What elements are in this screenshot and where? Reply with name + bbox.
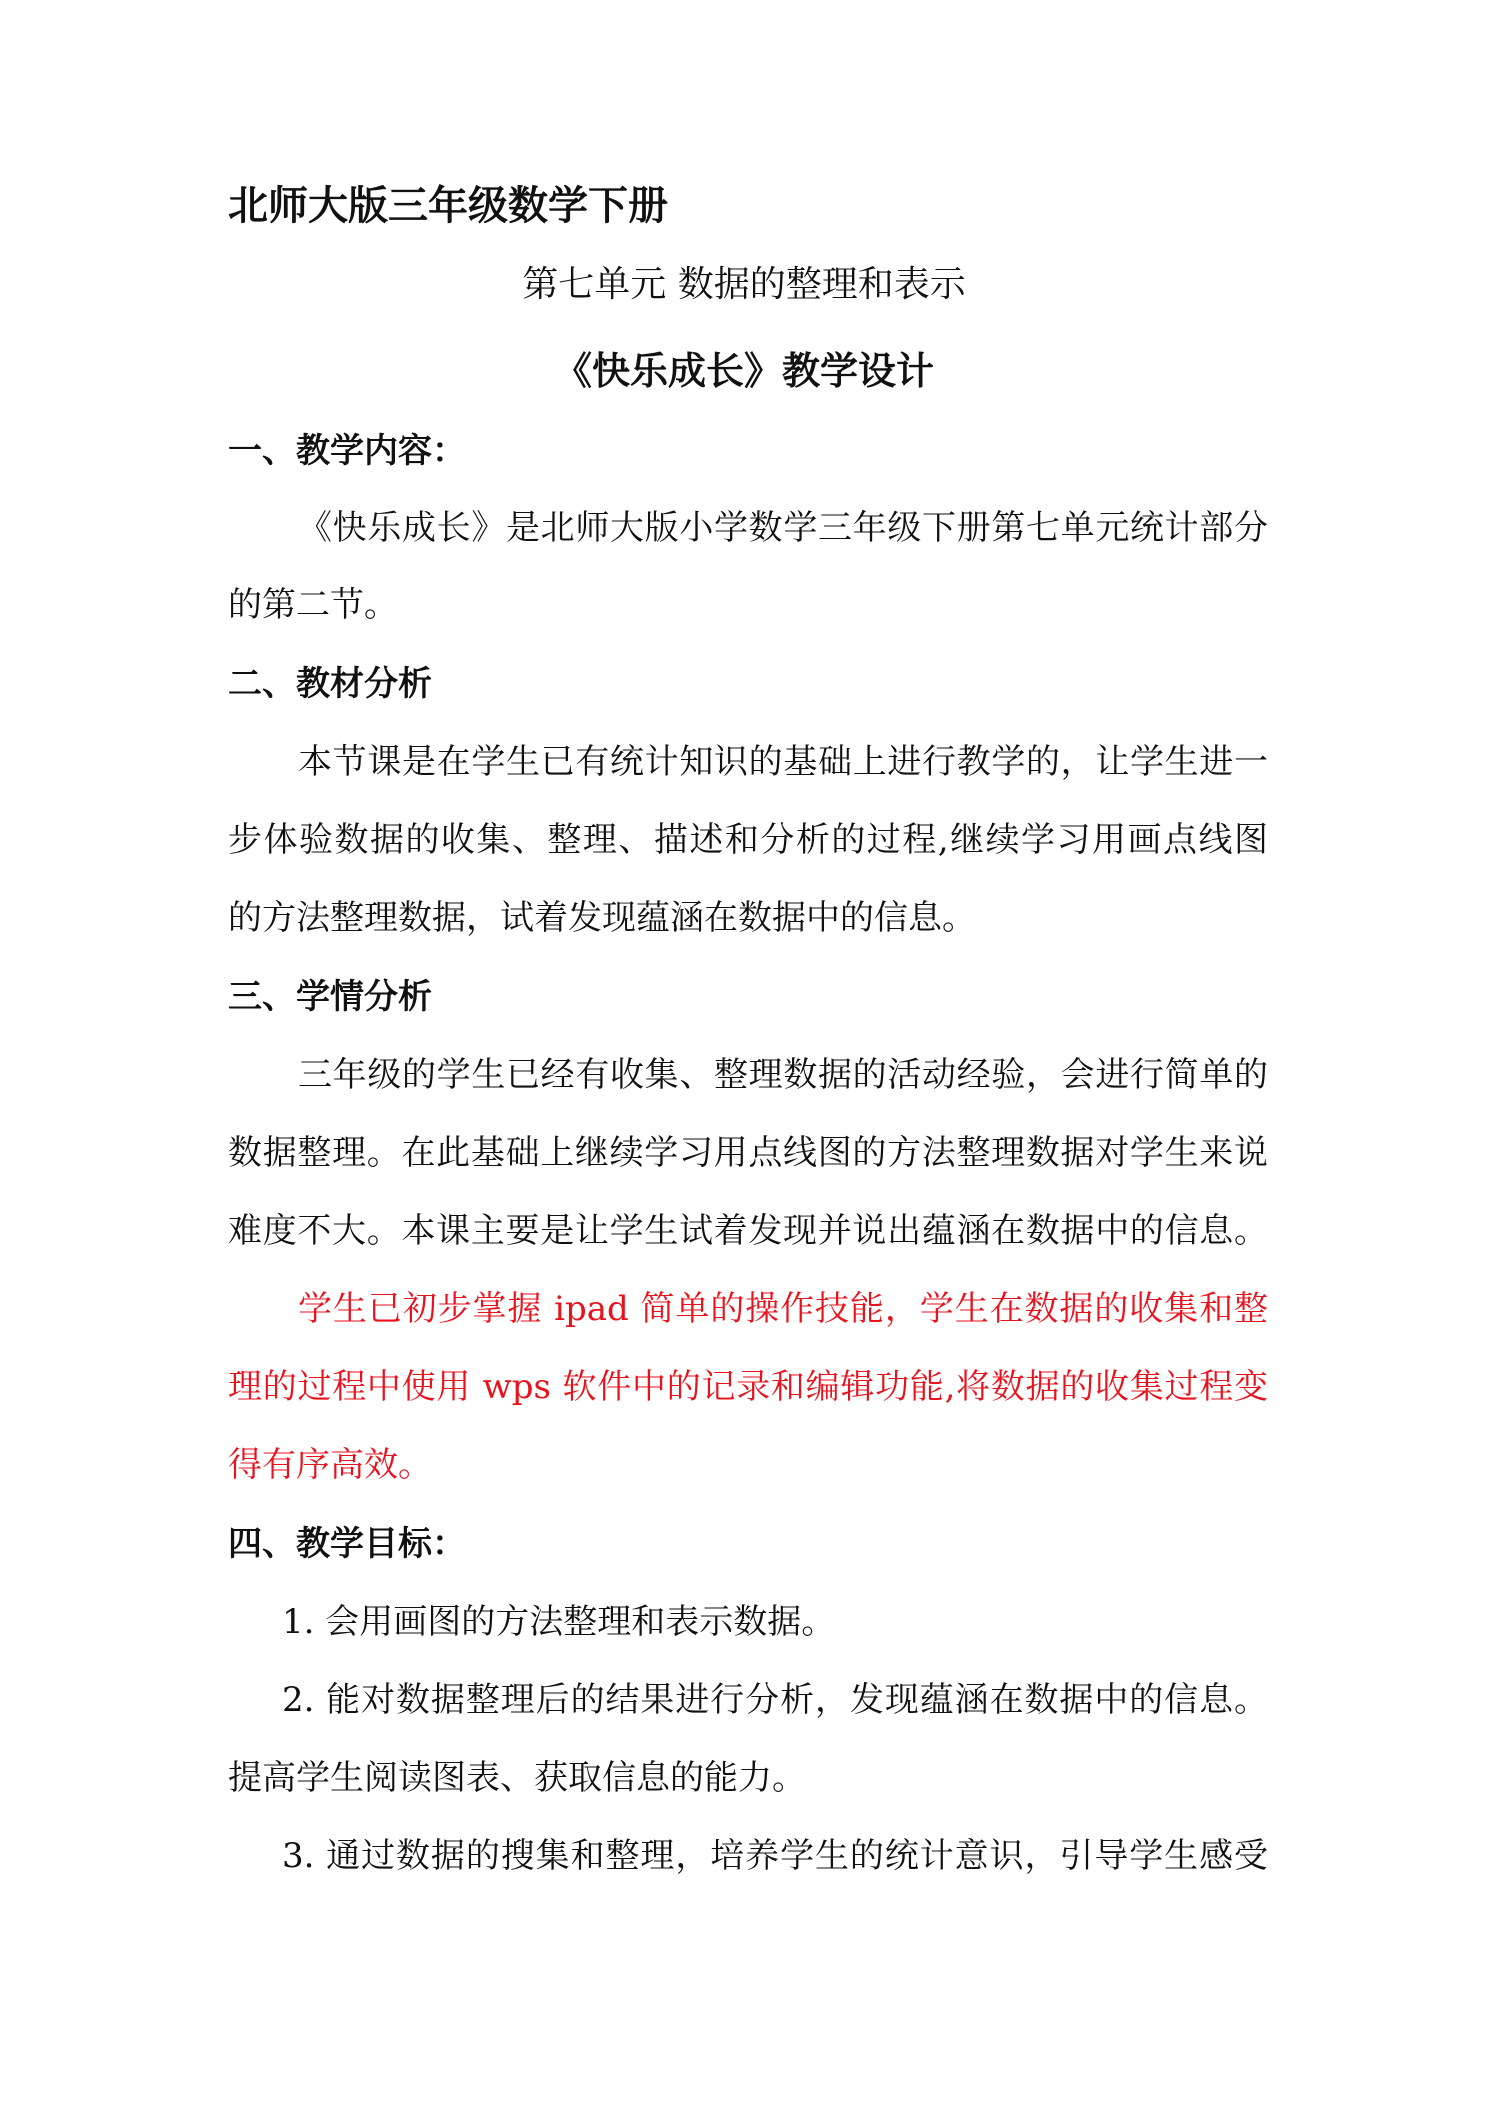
paragraph-line: 三年级的学生已经有收集、整理数据的活动经验，会进行简单的 [298, 1055, 1268, 1095]
paragraph-line: 步体验数据的收集、整理、描述和分析的过程,继续学习用画点线图 [228, 820, 1268, 860]
paragraph-line: 数据整理。在此基础上继续学习用点线图的方法整理数据对学生来说 [228, 1133, 1268, 1173]
section-heading-content: 一、教学内容： [228, 431, 466, 471]
lesson-title: 《快乐成长》教学设计 [553, 349, 934, 393]
goal-item: 3. 通过数据的搜集和整理，培养学生的统计意识，引导学生感受 [282, 1836, 1268, 1876]
paragraph-line: 难度不大。本课主要是让学生试着发现并说出蕴涵在数据中的信息。 [228, 1211, 1268, 1251]
goal-item: 2. 能对数据整理后的结果进行分析，发现蕴涵在数据中的信息。 [282, 1680, 1268, 1720]
section-heading-students: 三、学情分析 [228, 977, 432, 1017]
section-heading-goals: 四、教学目标： [228, 1524, 466, 1564]
goal-item-continuation: 提高学生阅读图表、获取信息的能力。 [228, 1758, 806, 1798]
paragraph-line: 本节课是在学生已有统计知识的基础上进行教学的，让学生进一 [298, 742, 1268, 782]
goal-item: 1. 会用画图的方法整理和表示数据。 [282, 1602, 836, 1642]
highlighted-paragraph-line: 得有序高效。 [228, 1445, 432, 1485]
paragraph-line: 的方法整理数据，试着发现蕴涵在数据中的信息。 [228, 898, 976, 938]
section-heading-material: 二、教材分析 [228, 664, 432, 704]
highlighted-paragraph-line: 学生已初步掌握 ipad 简单的操作技能，学生在数据的收集和整 [298, 1289, 1268, 1329]
unit-title: 第七单元 数据的整理和表示 [522, 264, 966, 305]
document-header: 北师大版三年级数学下册 [228, 183, 668, 229]
highlighted-paragraph-line: 理的过程中使用 wps 软件中的记录和编辑功能,将数据的收集过程变 [228, 1367, 1268, 1407]
paragraph-line: 的第二节。 [228, 585, 398, 625]
paragraph-line: 《快乐成长》是北师大版小学数学三年级下册第七单元统计部分 [298, 508, 1268, 548]
